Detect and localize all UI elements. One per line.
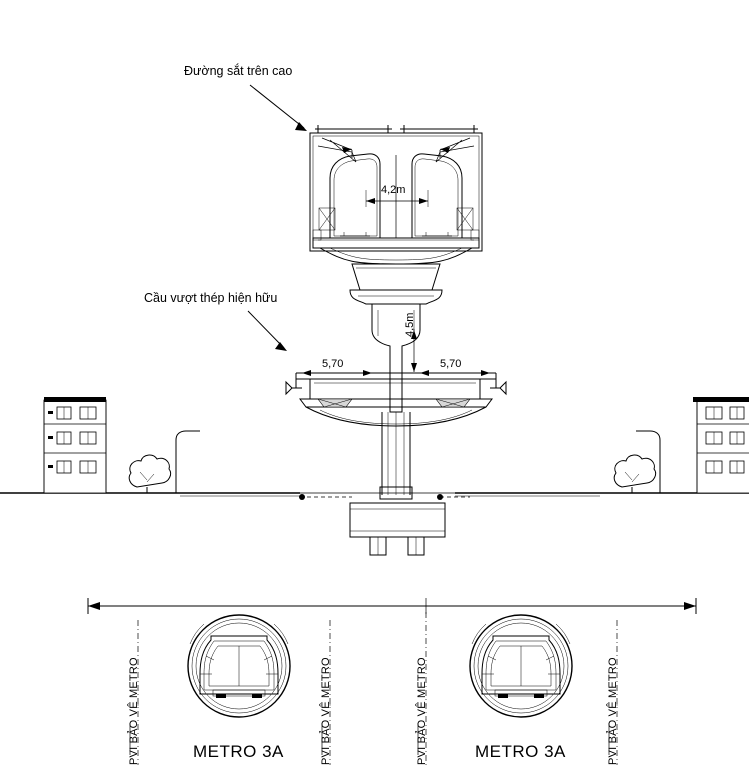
label-pvi-zone-1: PVI BẢO VỆ METRO (128, 657, 140, 765)
label-metro-3a-left: METRO 3A (193, 742, 284, 761)
dimension-left-cantilever: 5,70 (322, 358, 344, 370)
label-elevated-railway: Đường sắt trên cao (184, 64, 293, 78)
left-tree (129, 455, 170, 493)
right-building (693, 397, 749, 493)
overall-dimension-line (88, 598, 696, 614)
callout-arrows (248, 85, 307, 351)
label-pvi-zone-4: PVI BẢO VỆ METRO (607, 657, 619, 765)
right-tree (614, 455, 655, 493)
pile-cap-foundation (299, 487, 470, 555)
right-metro-tunnel (470, 615, 572, 717)
label-existing-steel-overpass: Cầu vượt thép hiện hữu (144, 291, 278, 305)
dimension-pier-clearance: 4,5m (404, 312, 416, 337)
dimension-right-cantilever: 5,70 (440, 358, 462, 370)
left-street-lamp (176, 431, 200, 493)
left-metro-tunnel (188, 615, 290, 717)
dimension-deck-width: 4,2m (381, 184, 406, 196)
label-metro-3a-right: METRO 3A (475, 742, 566, 761)
label-pvi-zone-3: PVI BẢO VỆ METRO (416, 657, 428, 765)
label-pvi-zone-2: PVI BẢO VỆ METRO (320, 657, 332, 765)
ground-line-group (0, 493, 749, 496)
left-building (44, 397, 106, 493)
